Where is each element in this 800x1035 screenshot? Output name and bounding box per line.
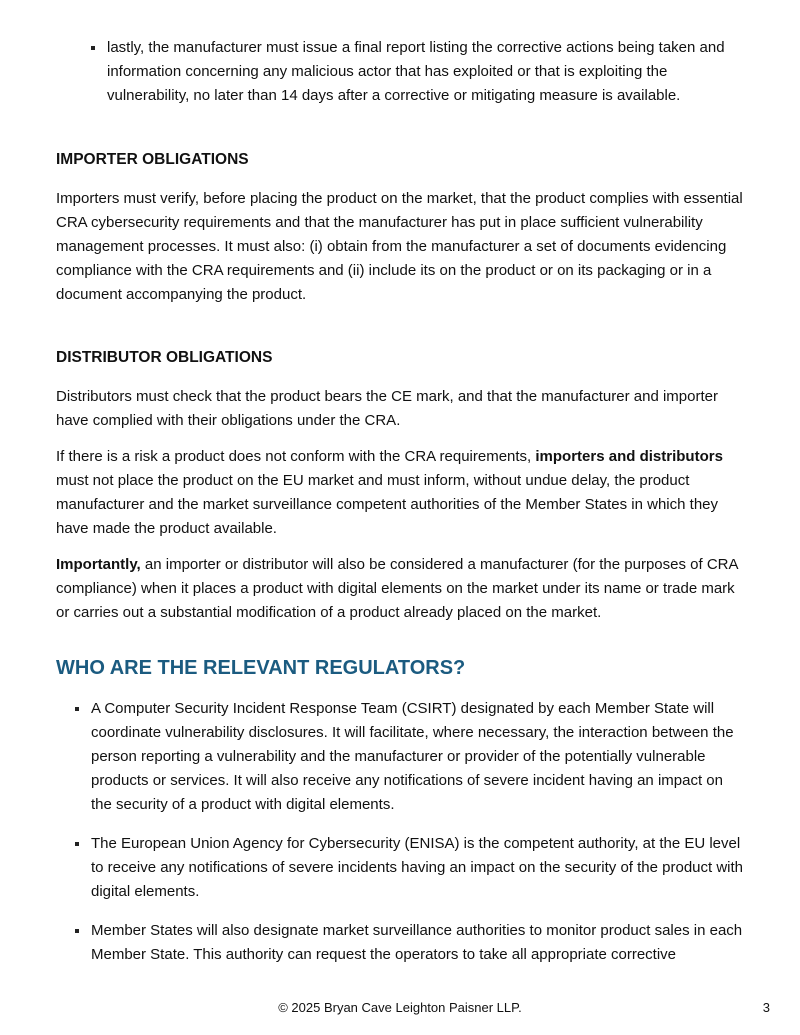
list-item-text: lastly, the manufacturer must issue a final report listing the corrective actions being taken and information concerning any malicious actor that has exploited or that is exploiting the vulnerability, no later than 14 days after a corrective or mitigating measure is available. — [107, 39, 725, 104]
page-number: 3 — [762, 1000, 770, 1015]
importer-paragraph: Importers must verify, before placing the product on the market, that the product complies with essential CRA cybersecurity requirements and that the manufacturer has put in place sufficient vulnerability management processes. It must also: (i) obtain from the manufacturer a set of documents evidencing compliance with the CRA requirements and (ii) include its on the product or on its packaging or in a document accompanying the product. — [56, 190, 743, 303]
list-item — [56, 919, 746, 967]
paragraph-text: must not place the product on the EU market and must inform, without undue delay, the product manufacturer and the market surveillance competent authorities of the Member States in which they have made the product available. — [56, 472, 718, 537]
paragraph-text: If there is a risk a product does not conform with the CRA requirements, — [56, 448, 536, 465]
distributor-paragraph-1: Distributors must check that the product bears the CE mark, and that the manufacturer and importer have complied with their obligations under the CRA. — [56, 388, 718, 429]
bold-text: Importantly, — [56, 556, 141, 573]
manufacturer-obligations-list — [56, 36, 746, 108]
list-item-text: A Computer Security Incident Response Team (CSIRT) designated by each Member State will coordinate vulnerability disclosures. It will facilitate, where necessary, the interaction between the person reporting a vulnerability and the manufacturer or provider of the potentially vulnerable products or services. It will also receive any notifications of severe incident having an impact on the security of a product with digital elements. — [91, 700, 734, 813]
distributor-obligations-heading: DISTRIBUTOR OBLIGATIONS — [56, 349, 273, 366]
list-item — [56, 832, 746, 904]
list-item — [56, 36, 746, 108]
list-item-text: The European Union Agency for Cybersecurity (ENISA) is the competent authority, at the EU level to receive any notifications of severe incidents having an impact on the security of the product with digital elements. — [91, 835, 744, 900]
page-content — [56, 36, 746, 982]
bullet-square-icon — [91, 46, 95, 50]
bullet-square-icon — [75, 929, 79, 933]
distributor-paragraph-2 — [56, 445, 746, 541]
regulators-heading: WHO ARE THE RELEVANT REGULATORS? — [56, 657, 466, 679]
paragraph-text: an importer or distributor will also be considered a manufacturer (for the purposes of CRA compliance) when it places a product with digital elements on the market under its name or trade mark or carries out a substantial modification of a product already placed on the market. — [56, 556, 738, 621]
bullet-square-icon — [75, 707, 79, 711]
list-item — [56, 697, 746, 817]
footer-copyright: © 2025 Bryan Cave Leighton Paisner LLP. — [278, 1000, 522, 1015]
regulators-list — [56, 697, 746, 967]
bullet-square-icon — [75, 842, 79, 846]
importer-obligations-heading: IMPORTER OBLIGATIONS — [56, 151, 249, 168]
bold-text: importers and distributors — [535, 448, 723, 465]
distributor-paragraph-3 — [56, 553, 746, 625]
list-item-text: Member States will also designate market surveillance authorities to monitor product sales in each Member State. This authority can request the operators to take all appropriate corrective — [91, 922, 743, 963]
